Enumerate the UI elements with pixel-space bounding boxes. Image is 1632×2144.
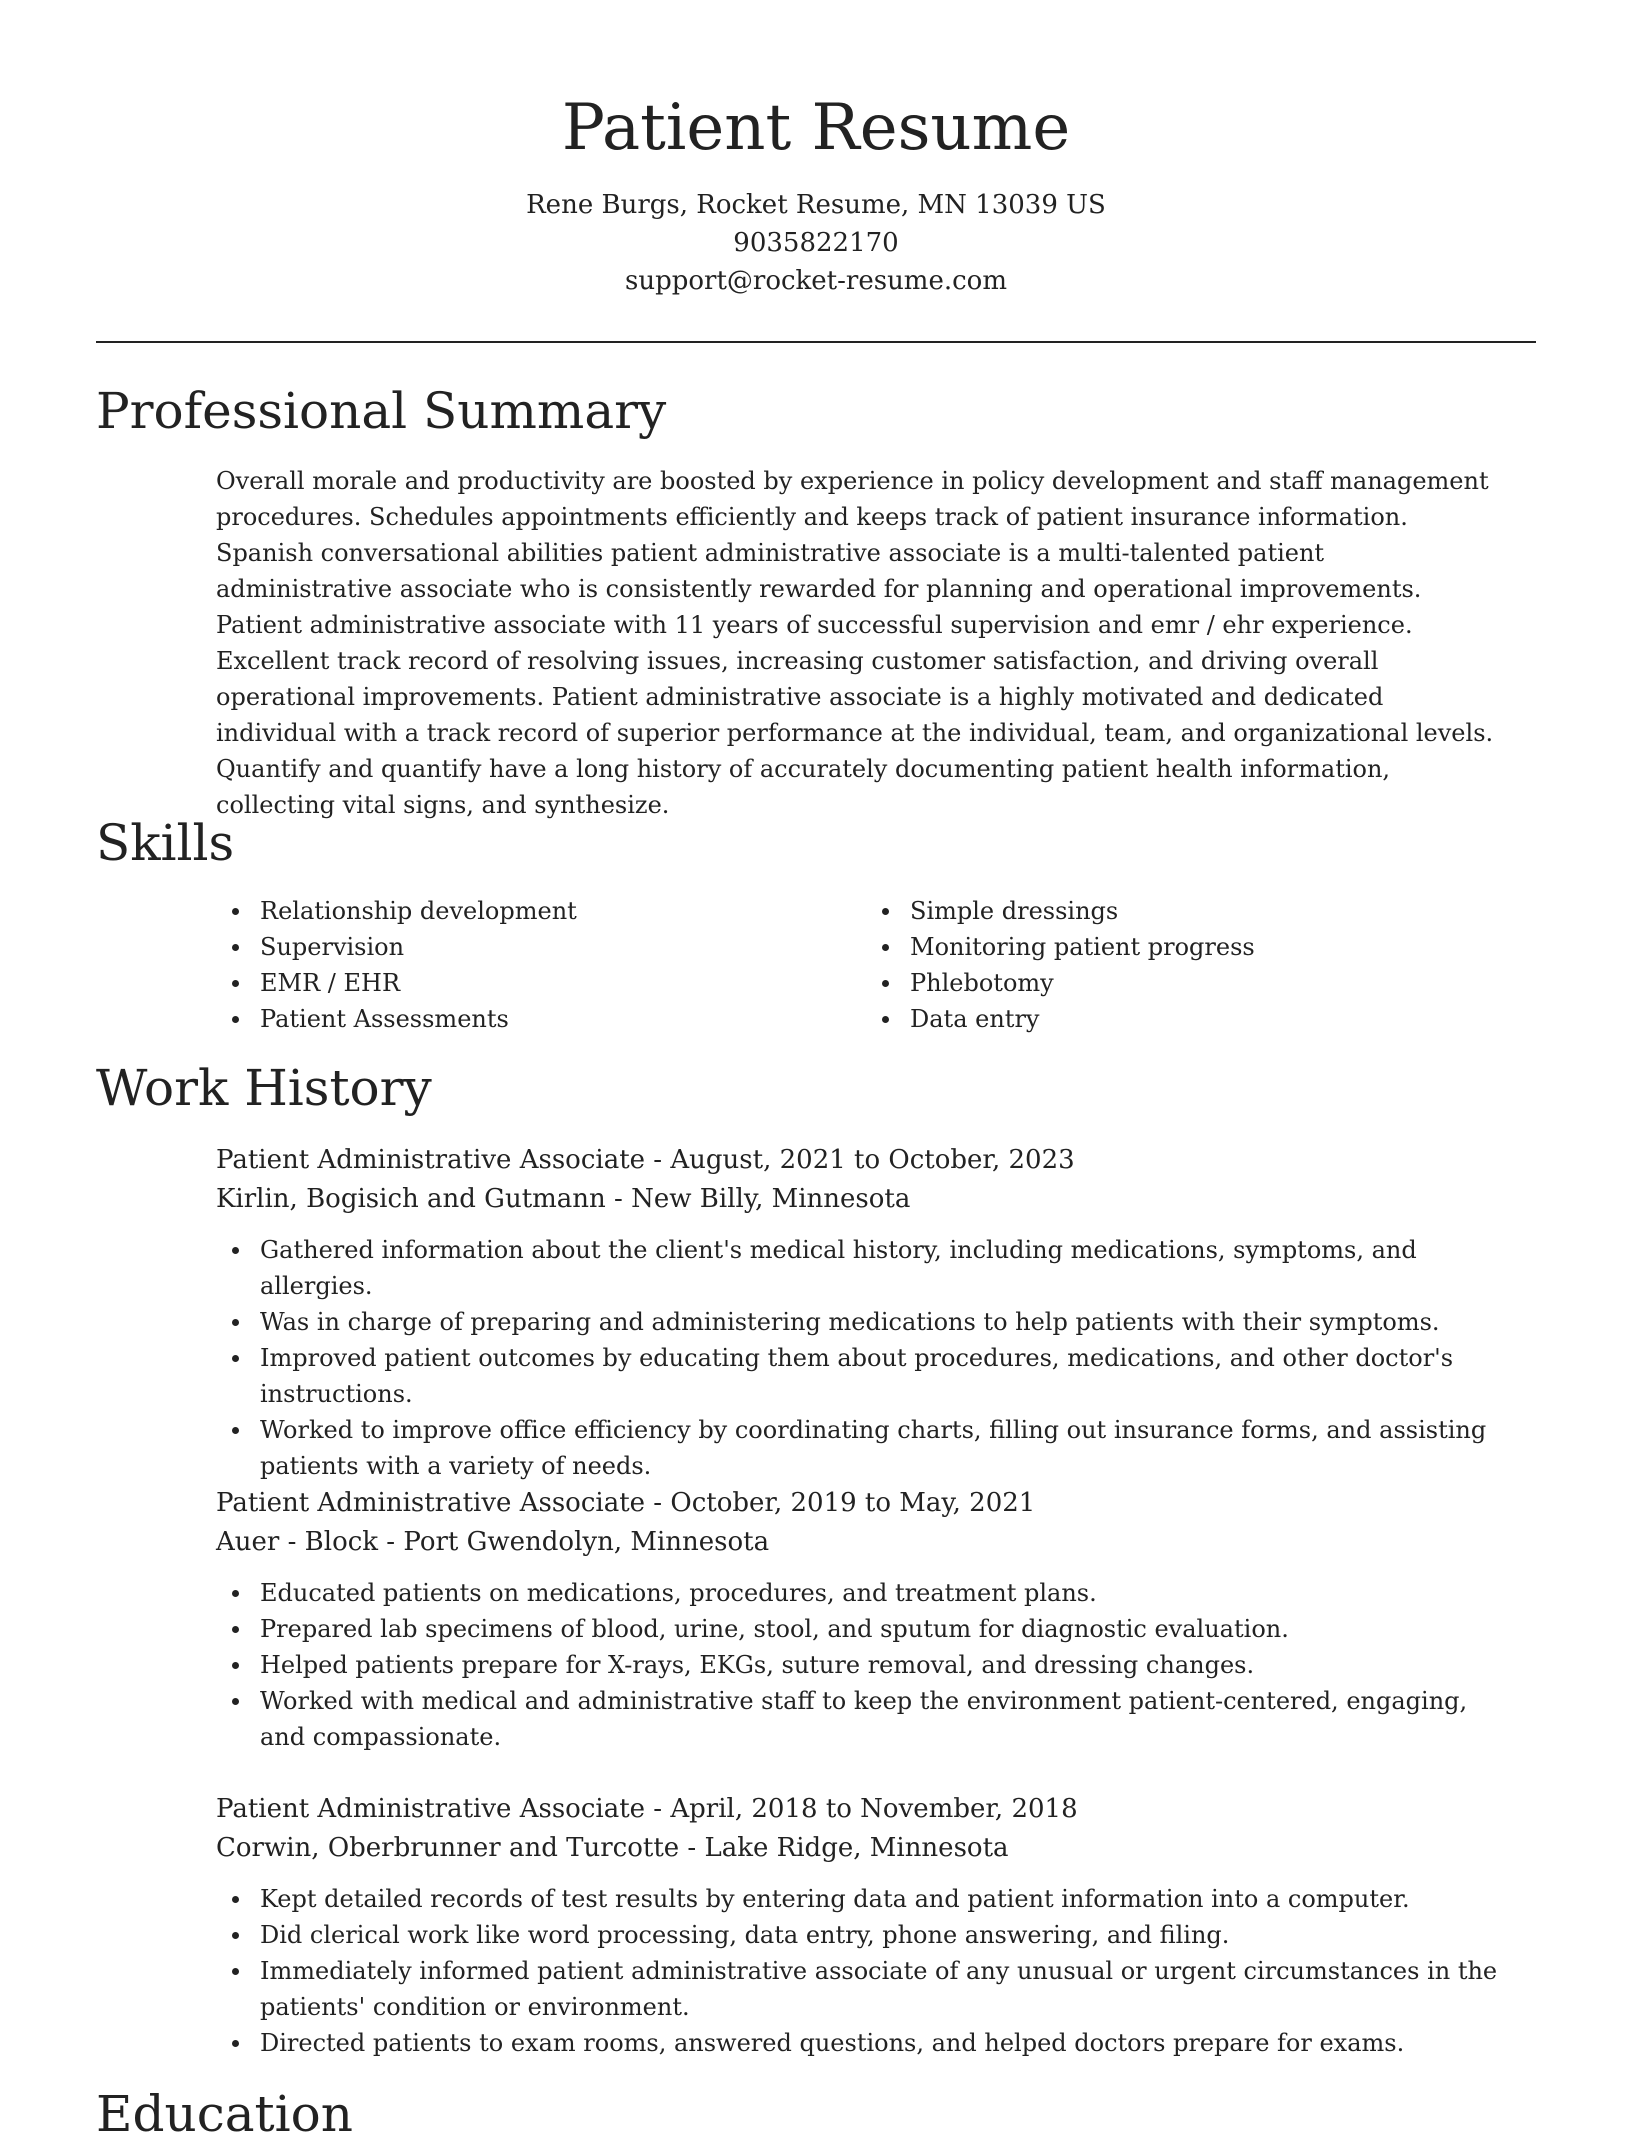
contact-address: Rene Burgs, Rocket Resume, MN 13039 US: [526, 190, 1106, 220]
skills-column-right: [866, 893, 1516, 1037]
job-duty: Educated patients on medications, procedures, and treatment plans.: [216, 1575, 1516, 1611]
job-dates: August, 2021 to October, 2023: [670, 1145, 1075, 1175]
resume-header: [0, 0, 1632, 300]
job-duties: [216, 1575, 1516, 1755]
job-duty: Helped patients prepare for X-rays, EKGs, suture removal, and dressing changes.: [216, 1647, 1516, 1683]
contact-phone: 9035822170: [733, 228, 899, 258]
skills-heading: Skills: [96, 814, 235, 872]
job-title-line: Patient Administrative Associate - August, 2021 to October, 2023: [216, 1145, 1075, 1175]
skill-item: Supervision: [216, 929, 866, 965]
job-entry: [216, 1140, 1536, 1484]
skill-item: Phlebotomy: [866, 965, 1516, 1001]
job-duties: [216, 1232, 1516, 1484]
job-dates: April, 2018 to November, 2018: [670, 1794, 1078, 1824]
job-title: Patient Administrative Associate: [216, 1145, 646, 1175]
job-duty: Gathered information about the client's medical history, including medications, symptoms, and allergies.: [216, 1232, 1516, 1304]
skill-item: Relationship development: [216, 893, 866, 929]
job-title-line: Patient Administrative Associate - October, 2019 to May, 2021: [216, 1488, 1036, 1518]
job-location: Port Gwendolyn, Minnesota: [403, 1527, 770, 1557]
resume-title: Patient Resume: [561, 91, 1071, 165]
job-duty: Improved patient outcomes by educating them about procedures, medications, and other doctor's instructions.: [216, 1340, 1516, 1412]
skill-item: EMR / EHR: [216, 965, 866, 1001]
skill-item: Simple dressings: [866, 893, 1516, 929]
job-duty: Worked to improve office efficiency by coordinating charts, filling out insurance forms, and assisting patients with a variety of needs.: [216, 1412, 1516, 1484]
job-location: New Billy, Minnesota: [631, 1184, 911, 1214]
job-company-line: Kirlin, Bogisich and Gutmann - New Billy, Minnesota: [216, 1184, 911, 1214]
job-title: Patient Administrative Associate: [216, 1488, 646, 1518]
skills-column-left: [216, 893, 866, 1037]
job-duty: Prepared lab specimens of blood, urine, stool, and sputum for diagnostic evaluation.: [216, 1611, 1516, 1647]
job-company: Auer - Block: [216, 1527, 379, 1557]
contact-email: support@rocket-resume.com: [624, 266, 1007, 296]
header-divider: [96, 341, 1536, 343]
skill-item: Data entry: [866, 1001, 1516, 1037]
skill-item: Monitoring patient progress: [866, 929, 1516, 965]
skill-item: Patient Assessments: [216, 1001, 866, 1037]
job-dates: October, 2019 to May, 2021: [670, 1488, 1036, 1518]
job-title-line: Patient Administrative Associate - April, 2018 to November, 2018: [216, 1794, 1078, 1824]
job-duties: [216, 1881, 1516, 2061]
job-company: Corwin, Oberbrunner and Turcotte: [216, 1833, 680, 1863]
education-heading: Education: [96, 2085, 353, 2143]
job-duty: Immediately informed patient administrative associate of any unusual or urgent circumstances in the patients' condition or environment.: [216, 1953, 1516, 2025]
job-duty: Kept detailed records of test results by entering data and patient information into a computer.: [216, 1881, 1516, 1917]
job-entry: [216, 1483, 1536, 1755]
work-history-heading: Work History: [96, 1059, 432, 1117]
job-title: Patient Administrative Associate: [216, 1794, 646, 1824]
job-entry: [216, 1789, 1536, 2061]
skills-list: [216, 893, 1536, 1037]
job-company: Kirlin, Bogisich and Gutmann: [216, 1184, 606, 1214]
job-duty: Directed patients to exam rooms, answered questions, and helped doctors prepare for exams.: [216, 2025, 1516, 2061]
job-duty: Was in charge of preparing and administering medications to help patients with their symptoms.: [216, 1304, 1516, 1340]
summary-text: Overall morale and productivity are boosted by experience in policy development and staff management procedures. Schedules appointments efficiently and keeps track of patient insurance information. Spanish conversational abilities patient administrative associate is a multi-talented patient administrative associate who is consistently rewarded for planning and operational improvements. Patient administrative associate with 11 years of successful supervision and emr / ehr experience. Excellent track record of resolving issues, increasing customer satisfaction, and driving overall operational improvements. Patient administrative associate is a highly motivated and dedicated individual with a track record of superior performance at the individual, team, and organizational levels. Quantify and quantify have a long history of accurately documenting patient health information, collecting vital signs, and synthesize.: [216, 467, 1494, 819]
job-company-line: Corwin, Oberbrunner and Turcotte - Lake Ridge, Minnesota: [216, 1833, 1009, 1863]
summary-heading: Professional Summary: [96, 382, 667, 440]
job-location: Lake Ridge, Minnesota: [704, 1833, 1009, 1863]
job-duty: Worked with medical and administrative staff to keep the environment patient-centered, engaging, and compassionate.: [216, 1683, 1516, 1755]
job-company-line: Auer - Block - Port Gwendolyn, Minnesota: [216, 1527, 770, 1557]
job-duty: Did clerical work like word processing, data entry, phone answering, and filing.: [216, 1917, 1516, 1953]
